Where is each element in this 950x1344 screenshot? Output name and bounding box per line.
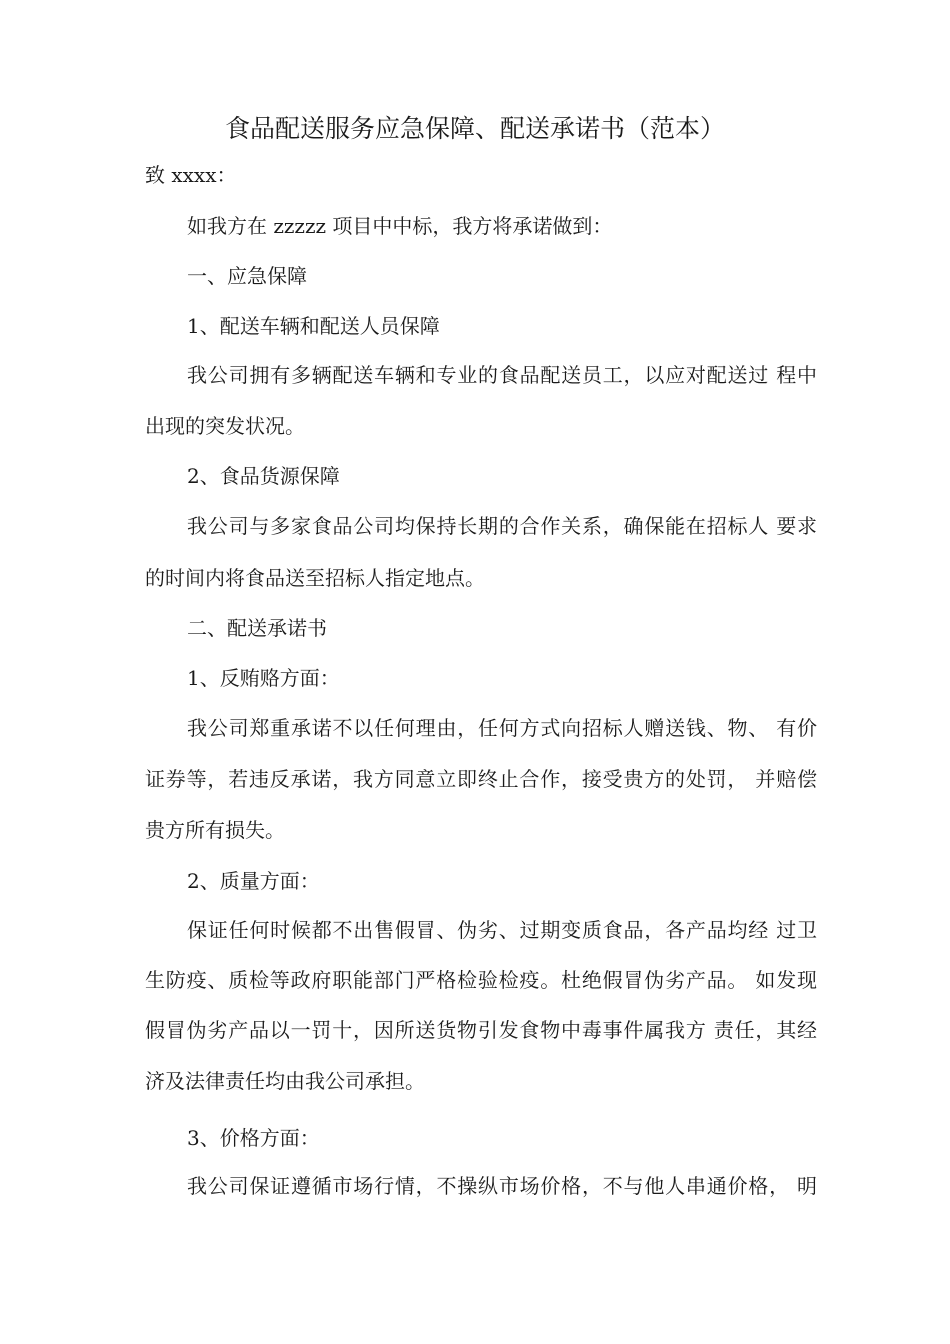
paragraph-line: 生防疫、质检等政府职能部门严格检验检疫。杜绝假冒伪劣产品。 如发现 xyxy=(145,968,817,992)
paragraph-line: 的时间内将食品送至招标人指定地点。 xyxy=(145,566,485,590)
paragraph-line: 保证任何时候都不出售假冒、伪劣、过期变质食品，各产品均经 过卫 xyxy=(187,918,817,942)
section-heading-commitment: 二、配送承诺书 xyxy=(187,616,327,640)
subheading-anti-bribery: 1、反贿赂方面： xyxy=(187,666,340,690)
section-heading-emergency: 一、应急保障 xyxy=(187,264,307,288)
salutation: 致 xxxx： xyxy=(145,163,237,187)
document-title: 食品配送服务应急保障、配送承诺书（范本） xyxy=(224,114,725,143)
subheading-quality: 2、质量方面： xyxy=(187,869,320,893)
paragraph-line: 我公司与多家食品公司均保持长期的合作关系，确保能在招标人 要求 xyxy=(187,514,817,538)
paragraph-line: 出现的突发状况。 xyxy=(145,414,305,438)
paragraph-line: 我公司拥有多辆配送车辆和专业的食品配送员工，以应对配送过 程中 xyxy=(187,363,817,387)
paragraph-line: 假冒伪劣产品以一罚十，因所送货物引发食物中毒事件属我方 责任，其经 xyxy=(145,1018,817,1042)
subheading-food-supply: 2、食品货源保障 xyxy=(187,464,340,488)
paragraph-line: 济及法律责任均由我公司承担。 xyxy=(145,1069,425,1093)
subheading-price: 3、价格方面： xyxy=(187,1126,320,1150)
paragraph-line: 证券等，若违反承诺，我方同意立即终止合作，接受贵方的处罚， 并赔偿 xyxy=(145,767,817,791)
intro-line: 如我方在 zzzzz 项目中中标，我方将承诺做到： xyxy=(187,214,613,238)
paragraph-line: 我公司保证遵循市场行情，不操纵市场价格，不与他人串通价格， 明 xyxy=(187,1174,817,1198)
paragraph-line: 我公司郑重承诺不以任何理由，任何方式向招标人赠送钱、物、 有价 xyxy=(187,716,817,740)
paragraph-line: 贵方所有损失。 xyxy=(145,818,285,842)
subheading-vehicles: 1、配送车辆和配送人员保障 xyxy=(187,314,440,338)
